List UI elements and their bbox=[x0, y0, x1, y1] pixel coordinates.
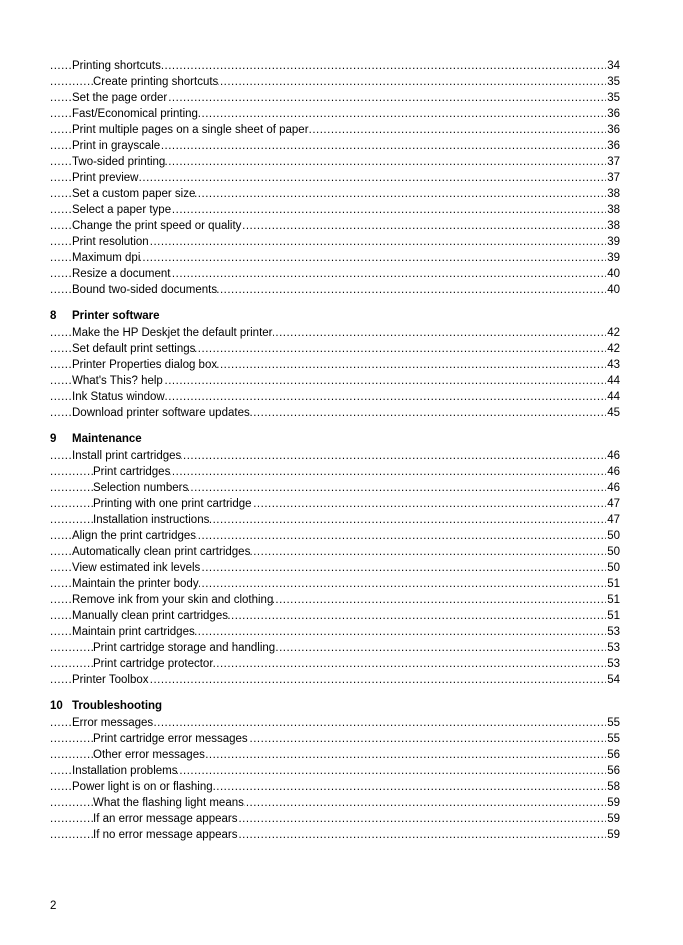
toc-entry-title: Installation problems bbox=[72, 765, 178, 777]
toc-subentry[interactable] bbox=[50, 640, 620, 656]
toc-entry[interactable] bbox=[50, 763, 620, 779]
toc-entry[interactable] bbox=[50, 186, 620, 202]
toc-entry-title: Other error messages bbox=[93, 749, 205, 761]
toc-entry[interactable] bbox=[50, 560, 620, 576]
toc-entry-title: Remove ink from your skin and clothing bbox=[72, 594, 274, 606]
toc-entry-title: What's This? help bbox=[72, 375, 163, 387]
toc-entry-title: Manually clean print cartridges bbox=[72, 610, 228, 622]
toc-entry-page: 45 bbox=[607, 407, 620, 419]
toc-subentry[interactable] bbox=[50, 464, 620, 480]
toc-entry-page: 59 bbox=[607, 797, 620, 809]
toc-entry-title: Printing shortcuts bbox=[72, 60, 161, 72]
toc-entry[interactable] bbox=[50, 282, 620, 298]
toc-entry-title: Power light is on or flashing bbox=[72, 781, 213, 793]
toc-entry-title: Print cartridge error messages bbox=[93, 733, 248, 745]
toc-entry-page: 38 bbox=[607, 220, 620, 232]
toc-entry-page: 36 bbox=[607, 108, 620, 120]
toc-entry-page: 54 bbox=[607, 674, 620, 686]
toc-entry-title: Select a paper type bbox=[72, 204, 172, 216]
toc-entry[interactable] bbox=[50, 357, 620, 373]
toc-entry-page: 40 bbox=[607, 284, 620, 296]
toc-entry-page: 46 bbox=[607, 482, 620, 494]
toc-entry-title: Automatically clean print cartridges bbox=[72, 546, 251, 558]
toc-subentry[interactable] bbox=[50, 656, 620, 672]
toc-entry-page: 53 bbox=[607, 626, 620, 638]
toc-entry-title: Print in grayscale bbox=[72, 140, 161, 152]
toc-entry-page: 42 bbox=[607, 343, 620, 355]
toc-entry-title: Set a custom paper size bbox=[72, 188, 196, 200]
toc-entry[interactable] bbox=[50, 202, 620, 218]
toc-entry-title: Set the page order bbox=[72, 92, 168, 104]
toc-entry-page: 44 bbox=[607, 375, 620, 387]
toc-entry-title: Fast/Economical printing bbox=[72, 108, 198, 120]
toc-entry-page: 59 bbox=[607, 829, 620, 841]
toc-entry[interactable] bbox=[50, 250, 620, 266]
chapter-heading bbox=[50, 308, 620, 325]
toc-entry-page: 46 bbox=[607, 466, 620, 478]
toc-entry[interactable] bbox=[50, 528, 620, 544]
toc-entry-page: 50 bbox=[607, 530, 620, 542]
toc-entry-page: 39 bbox=[607, 252, 620, 264]
chapter-title: Maintenance bbox=[72, 433, 142, 445]
chapter-title: Printer software bbox=[72, 310, 160, 322]
toc-entry[interactable] bbox=[50, 266, 620, 282]
chapter-heading bbox=[50, 698, 620, 715]
toc-entry[interactable] bbox=[50, 234, 620, 250]
toc-entry-page: 51 bbox=[607, 594, 620, 606]
toc-entry[interactable] bbox=[50, 608, 620, 624]
toc-entry-page: 55 bbox=[607, 717, 620, 729]
toc-entry[interactable] bbox=[50, 154, 620, 170]
toc-subentry[interactable] bbox=[50, 811, 620, 827]
toc-entry[interactable] bbox=[50, 715, 620, 731]
toc-entry-title: Create printing shortcuts bbox=[93, 76, 219, 88]
toc-entry-page: 50 bbox=[607, 546, 620, 558]
chapter-number: 9 bbox=[50, 433, 57, 445]
toc-subentry[interactable] bbox=[50, 747, 620, 763]
toc-entry-title: Print preview bbox=[72, 172, 139, 184]
toc-subentry[interactable] bbox=[50, 480, 620, 496]
toc-entry-title: Two-sided printing bbox=[72, 156, 166, 168]
toc-entry-page: 46 bbox=[607, 450, 620, 462]
toc-entry-page: 55 bbox=[607, 733, 620, 745]
toc-entry-page: 56 bbox=[607, 765, 620, 777]
toc-entry[interactable] bbox=[50, 325, 620, 341]
toc-entry[interactable] bbox=[50, 624, 620, 640]
toc-entry-page: 56 bbox=[607, 749, 620, 761]
toc-entry[interactable] bbox=[50, 373, 620, 389]
toc-entry-title: Align the print cartridges bbox=[72, 530, 197, 542]
toc-entry-title: Set default print settings bbox=[72, 343, 196, 355]
toc-entry-page: 47 bbox=[607, 514, 620, 526]
toc-entry-title: If an error message appears bbox=[93, 813, 238, 825]
toc-entry-page: 53 bbox=[607, 658, 620, 670]
toc-entry[interactable] bbox=[50, 122, 620, 138]
toc-subentry[interactable] bbox=[50, 731, 620, 747]
toc-entry-title: Resize a document bbox=[72, 268, 171, 280]
toc-entry-page: 51 bbox=[607, 578, 620, 590]
toc-entry-title: Printing with one print cartridge bbox=[93, 498, 252, 510]
toc-entry-title: Print cartridges bbox=[93, 466, 171, 478]
toc-entry-page: 36 bbox=[607, 124, 620, 136]
toc-entry-title: Print cartridge protector bbox=[93, 658, 214, 670]
toc-entry-title: Change the print speed or quality bbox=[72, 220, 242, 232]
toc-entry-page: 36 bbox=[607, 140, 620, 152]
toc-entry[interactable] bbox=[50, 138, 620, 154]
toc-entry-page: 59 bbox=[607, 813, 620, 825]
toc-subentry[interactable] bbox=[50, 496, 620, 512]
toc-entry-page: 38 bbox=[607, 188, 620, 200]
toc-entry-page: 47 bbox=[607, 498, 620, 510]
toc-entry-page: 37 bbox=[607, 172, 620, 184]
toc-entry[interactable] bbox=[50, 405, 620, 421]
toc-entry-title: View estimated ink levels bbox=[72, 562, 201, 574]
toc-entry-title: Download printer software updates bbox=[72, 407, 250, 419]
toc-entry[interactable] bbox=[50, 779, 620, 795]
toc-subentry[interactable] bbox=[50, 795, 620, 811]
toc-entry-page: 51 bbox=[607, 610, 620, 622]
toc-entry-page: 35 bbox=[607, 76, 620, 88]
toc-entry[interactable] bbox=[50, 341, 620, 357]
toc-entry[interactable] bbox=[50, 672, 620, 688]
toc-entry-title: Printer Properties dialog box bbox=[72, 359, 218, 371]
toc-entry[interactable] bbox=[50, 170, 620, 186]
chapter-number: 10 bbox=[50, 700, 63, 712]
toc-entry[interactable] bbox=[50, 544, 620, 560]
toc-entry-title: If no error message appears bbox=[93, 829, 238, 841]
toc-entry-page: 35 bbox=[607, 92, 620, 104]
toc-entry[interactable] bbox=[50, 106, 620, 122]
toc-entry-title: Maintain print cartridges bbox=[72, 626, 195, 638]
toc-entry-page: 58 bbox=[607, 781, 620, 793]
toc-entry-title: Maximum dpi bbox=[72, 252, 141, 264]
toc-entry[interactable] bbox=[50, 90, 620, 106]
toc-entry-page: 37 bbox=[607, 156, 620, 168]
toc-entry-title: Selection numbers bbox=[93, 482, 189, 494]
toc-entry-title: What the flashing light means bbox=[93, 797, 244, 809]
toc-entry[interactable] bbox=[50, 576, 620, 592]
toc-entry-title: Make the HP Deskjet the default printer bbox=[72, 327, 273, 339]
toc-entry-page: 42 bbox=[607, 327, 620, 339]
table-of-contents bbox=[50, 58, 620, 843]
toc-entry-page: 53 bbox=[607, 642, 620, 654]
toc-entry[interactable] bbox=[50, 218, 620, 234]
toc-entry-title: Print multiple pages on a single sheet of paper bbox=[72, 124, 309, 136]
toc-entry[interactable] bbox=[50, 58, 620, 74]
toc-entry-title: Print resolution bbox=[72, 236, 149, 248]
toc-entry-title: Printer Toolbox bbox=[72, 674, 149, 686]
toc-entry-page: 40 bbox=[607, 268, 620, 280]
toc-entry-title: Installation instructions bbox=[93, 514, 210, 526]
toc-subentry[interactable] bbox=[50, 827, 620, 843]
toc-entry[interactable] bbox=[50, 448, 620, 464]
toc-entry[interactable] bbox=[50, 389, 620, 405]
toc-entry-page: 50 bbox=[607, 562, 620, 574]
toc-entry-title: Print cartridge storage and handling bbox=[93, 642, 276, 654]
toc-entry-title: Maintain the printer body bbox=[72, 578, 199, 590]
toc-entry-title: Install print cartridges bbox=[72, 450, 182, 462]
chapter-number: 8 bbox=[50, 310, 57, 322]
toc-entry-title: Ink Status window bbox=[72, 391, 165, 403]
toc-entry-title: Error messages bbox=[72, 717, 154, 729]
toc-entry-page: 44 bbox=[607, 391, 620, 403]
toc-entry[interactable] bbox=[50, 592, 620, 608]
chapter-heading bbox=[50, 431, 620, 448]
toc-entry-page: 34 bbox=[607, 60, 620, 72]
chapter-title: Troubleshooting bbox=[72, 700, 163, 712]
toc-entry-page: 39 bbox=[607, 236, 620, 248]
toc-entry-page: 43 bbox=[607, 359, 620, 371]
toc-entry-title: Bound two-sided documents bbox=[72, 284, 218, 296]
page-number: 2 bbox=[50, 900, 57, 912]
toc-subentry[interactable] bbox=[50, 74, 620, 90]
toc-entry-page: 38 bbox=[607, 204, 620, 216]
toc-subentry[interactable] bbox=[50, 512, 620, 528]
